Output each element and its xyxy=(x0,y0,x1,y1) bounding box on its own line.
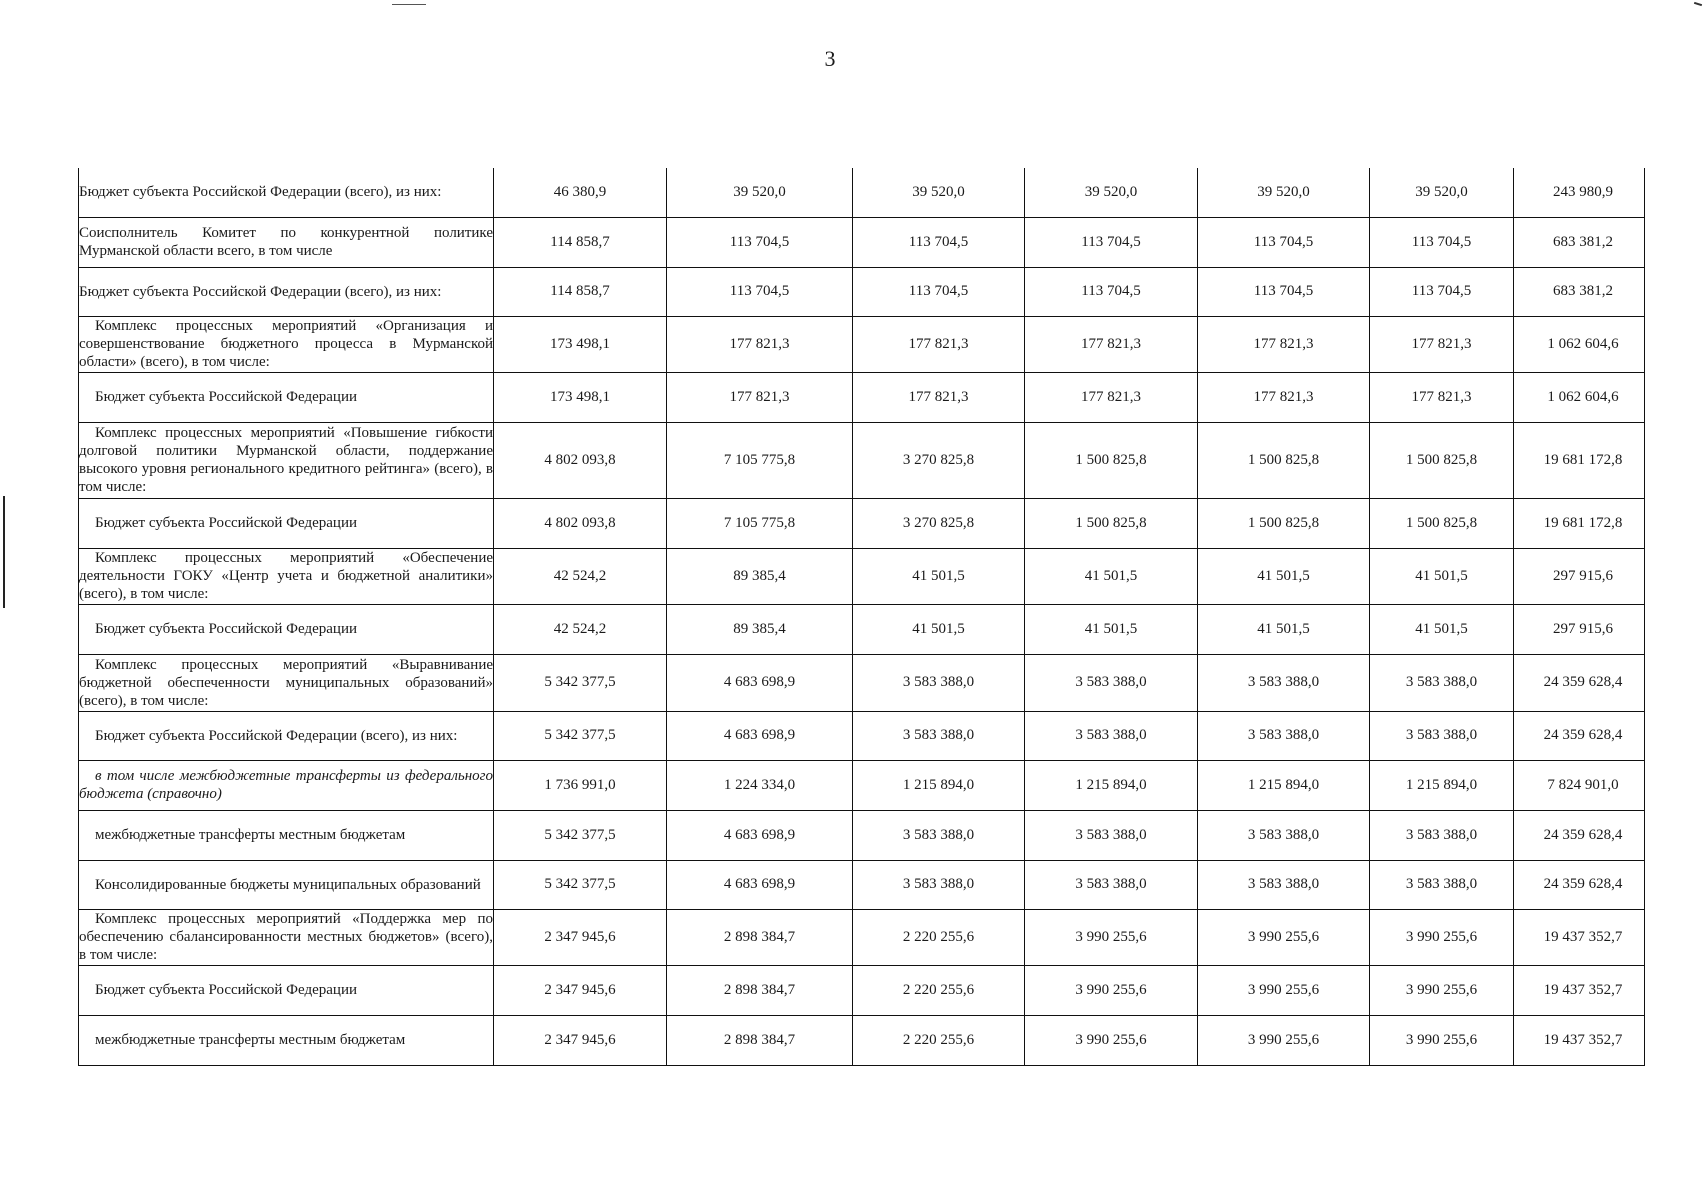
row-value-cell: 113 704,5 xyxy=(1198,267,1370,316)
row-value-cell: 177 821,3 xyxy=(853,372,1025,422)
budget-table xyxy=(78,168,1645,1066)
row-label: Бюджет субъекта Российской Федерации (всего), из них: xyxy=(79,168,494,217)
row-value-cell: 3 583 388,0 xyxy=(1025,810,1198,860)
row-value-cell: 4 683 698,9 xyxy=(667,810,853,860)
row-value-cell: 39 520,0 xyxy=(1025,168,1198,217)
row-value-cell: 173 498,1 xyxy=(494,316,667,372)
row-value-cell: 41 501,5 xyxy=(1198,604,1370,654)
table-row xyxy=(79,372,1645,422)
row-value-cell: 89 385,4 xyxy=(667,548,853,604)
row-value-cell: 113 704,5 xyxy=(667,267,853,316)
row-value-cell: 113 704,5 xyxy=(1025,267,1198,316)
row-value-cell: 3 990 255,6 xyxy=(1370,909,1514,965)
row-label: Консолидированные бюджеты муниципальных образований xyxy=(79,860,494,909)
row-label: Бюджет субъекта Российской Федерации (всего), из них: xyxy=(79,711,494,760)
row-value-cell: 2 220 255,6 xyxy=(853,909,1025,965)
row-label: Комплекс процессных мероприятий «Организация и совершенствование бюджетного процесса в Мурманской области» (всего), в том числе: xyxy=(79,318,493,370)
row-value-cell: 42 524,2 xyxy=(494,604,667,654)
row-value-cell: 41 501,5 xyxy=(1370,548,1514,604)
row-label: Комплекс процессных мероприятий «Выравнивание бюджетной обеспеченности муниципальных образований» (всего), в том числе: xyxy=(79,654,494,711)
row-value-cell: 113 704,5 xyxy=(853,267,1025,316)
row-value-cell: 3 583 388,0 xyxy=(1198,860,1370,909)
row-value-cell: 3 990 255,6 xyxy=(1370,1015,1514,1065)
row-total-cell: 7 824 901,0 xyxy=(1514,760,1645,810)
row-value-cell: 3 990 255,6 xyxy=(1025,1015,1198,1065)
row-value-cell: 7 105 775,8 xyxy=(667,422,853,498)
table-row xyxy=(79,909,1645,965)
row-total-cell: 1 062 604,6 xyxy=(1514,372,1645,422)
row-label: Комплекс процессных мероприятий «Повышение гибкости долговой политики Мурманской области, поддержание высокого уровня регионального кредитного рейтинга» (всего), в том числе: xyxy=(79,422,494,498)
row-total-cell: 24 359 628,4 xyxy=(1514,711,1645,760)
row-total-cell: 683 381,2 xyxy=(1514,267,1645,316)
table-row xyxy=(79,217,1645,267)
row-value-cell: 2 220 255,6 xyxy=(853,1015,1025,1065)
row-value-cell: 39 520,0 xyxy=(1370,168,1514,217)
row-value-cell: 114 858,7 xyxy=(494,267,667,316)
row-total-cell: 1 062 604,6 xyxy=(1514,316,1645,372)
row-value-cell: 1 215 894,0 xyxy=(853,760,1025,810)
row-label: Бюджет субъекта Российской Федерации xyxy=(79,498,494,548)
row-value-cell: 2 347 945,6 xyxy=(494,965,667,1015)
row-value-cell: 4 683 698,9 xyxy=(667,711,853,760)
row-value-cell: 41 501,5 xyxy=(853,604,1025,654)
row-value-cell: 1 224 334,0 xyxy=(667,760,853,810)
row-value-cell: 4 683 698,9 xyxy=(667,654,853,711)
row-value-cell: 5 342 377,5 xyxy=(494,860,667,909)
row-value-cell: 177 821,3 xyxy=(1370,372,1514,422)
row-value-cell: 2 347 945,6 xyxy=(494,909,667,965)
row-value-cell: 3 583 388,0 xyxy=(1198,711,1370,760)
row-value-cell: 46 380,9 xyxy=(494,168,667,217)
row-value-cell: 39 520,0 xyxy=(1198,168,1370,217)
row-value-cell: 3 990 255,6 xyxy=(1198,909,1370,965)
table-row xyxy=(79,810,1645,860)
row-value-cell: 173 498,1 xyxy=(494,372,667,422)
page-number: 3 xyxy=(824,46,836,71)
scan-artifact-right xyxy=(1694,2,1702,6)
row-value-cell: 2 347 945,6 xyxy=(494,1015,667,1065)
row-value-cell: 41 501,5 xyxy=(1025,548,1198,604)
row-value-cell: 113 704,5 xyxy=(1370,267,1514,316)
row-value-cell: 3 583 388,0 xyxy=(1370,810,1514,860)
row-value-cell: 1 500 825,8 xyxy=(1198,422,1370,498)
row-value-cell: 41 501,5 xyxy=(1025,604,1198,654)
row-value-cell: 3 583 388,0 xyxy=(853,711,1025,760)
table-row xyxy=(79,498,1645,548)
table-row xyxy=(79,168,1645,217)
row-value-cell: 177 821,3 xyxy=(667,316,853,372)
row-value-cell: 1 215 894,0 xyxy=(1025,760,1198,810)
table-row xyxy=(79,760,1645,810)
table-row xyxy=(79,1015,1645,1065)
row-value-cell: 113 704,5 xyxy=(1025,217,1198,267)
row-value-cell: 3 990 255,6 xyxy=(1198,1015,1370,1065)
row-value-cell: 7 105 775,8 xyxy=(667,498,853,548)
row-value-cell: 113 704,5 xyxy=(667,217,853,267)
row-total-cell: 243 980,9 xyxy=(1514,168,1645,217)
row-value-cell: 177 821,3 xyxy=(1198,316,1370,372)
row-value-cell: 89 385,4 xyxy=(667,604,853,654)
row-value-cell: 4 802 093,8 xyxy=(494,498,667,548)
row-value-cell: 42 524,2 xyxy=(494,548,667,604)
scan-artifact-left xyxy=(3,496,5,608)
row-value-cell: 39 520,0 xyxy=(667,168,853,217)
row-value-cell: 3 583 388,0 xyxy=(1025,860,1198,909)
row-value-cell: 113 704,5 xyxy=(1198,217,1370,267)
row-label: Бюджет субъекта Российской Федерации (всего), из них: xyxy=(79,267,494,316)
table-row xyxy=(79,422,1645,498)
row-value-cell: 2 220 255,6 xyxy=(853,965,1025,1015)
row-value-cell: 1 500 825,8 xyxy=(1370,422,1514,498)
row-value-cell: 1 500 825,8 xyxy=(1198,498,1370,548)
table-body xyxy=(79,168,1645,1065)
row-value-cell: 3 583 388,0 xyxy=(1025,711,1198,760)
table-row xyxy=(79,860,1645,909)
row-value-cell: 41 501,5 xyxy=(1370,604,1514,654)
row-value-cell: 3 583 388,0 xyxy=(1198,810,1370,860)
row-value-cell: 4 802 093,8 xyxy=(494,422,667,498)
row-value-cell: 4 683 698,9 xyxy=(667,860,853,909)
row-value-cell: 3 270 825,8 xyxy=(853,498,1025,548)
row-label: межбюджетные трансферты местным бюджетам xyxy=(79,810,494,860)
table-row xyxy=(79,548,1645,604)
row-value-cell: 2 898 384,7 xyxy=(667,909,853,965)
row-value-cell: 3 990 255,6 xyxy=(1370,965,1514,1015)
row-value-cell: 3 583 388,0 xyxy=(1198,654,1370,711)
row-total-cell: 297 915,6 xyxy=(1514,548,1645,604)
scan-artifact-top xyxy=(392,4,426,5)
row-total-cell: 24 359 628,4 xyxy=(1514,654,1645,711)
table-row xyxy=(79,965,1645,1015)
row-value-cell: 3 270 825,8 xyxy=(853,422,1025,498)
row-value-cell: 39 520,0 xyxy=(853,168,1025,217)
row-value-cell: 113 704,5 xyxy=(1370,217,1514,267)
row-value-cell: 1 500 825,8 xyxy=(1025,422,1198,498)
row-value-cell: 3 583 388,0 xyxy=(853,654,1025,711)
row-total-cell: 19 437 352,7 xyxy=(1514,965,1645,1015)
row-label: Комплекс процессных мероприятий «Поддержка мер по обеспечению сбалансированности местных бюджетов» (всего), в том числе: xyxy=(79,911,493,963)
row-value-cell: 177 821,3 xyxy=(667,372,853,422)
row-label: Бюджет субъекта Российской Федерации xyxy=(79,604,494,654)
row-value-cell: 3 583 388,0 xyxy=(1370,654,1514,711)
row-value-cell: 5 342 377,5 xyxy=(494,810,667,860)
row-total-cell: 683 381,2 xyxy=(1514,217,1645,267)
row-label: Комплекс процессных мероприятий «Обеспечение деятельности ГОКУ «Центр учета и бюджетной аналитики» (всего), в том числе: xyxy=(79,550,493,602)
row-total-cell: 297 915,6 xyxy=(1514,604,1645,654)
row-value-cell: 177 821,3 xyxy=(1370,316,1514,372)
row-value-cell: 3 990 255,6 xyxy=(1025,965,1198,1015)
row-value-cell: 177 821,3 xyxy=(1025,372,1198,422)
row-value-cell: 3 990 255,6 xyxy=(1198,965,1370,1015)
row-label: межбюджетные трансферты местным бюджетам xyxy=(79,1015,494,1065)
row-total-cell: 24 359 628,4 xyxy=(1514,860,1645,909)
row-value-cell: 177 821,3 xyxy=(853,316,1025,372)
row-value-cell: 3 583 388,0 xyxy=(853,810,1025,860)
row-value-cell: 3 583 388,0 xyxy=(1025,654,1198,711)
row-value-cell: 177 821,3 xyxy=(1198,372,1370,422)
row-value-cell: 1 215 894,0 xyxy=(1198,760,1370,810)
row-value-cell: 177 821,3 xyxy=(1025,316,1198,372)
row-label: Бюджет субъекта Российской Федерации xyxy=(79,372,494,422)
row-value-cell: 41 501,5 xyxy=(853,548,1025,604)
row-value-cell: 3 583 388,0 xyxy=(1370,860,1514,909)
row-value-cell: 41 501,5 xyxy=(1198,548,1370,604)
row-value-cell: 3 583 388,0 xyxy=(1370,711,1514,760)
row-value-cell: 1 215 894,0 xyxy=(1370,760,1514,810)
row-value-cell: 1 736 991,0 xyxy=(494,760,667,810)
row-total-cell: 19 681 172,8 xyxy=(1514,498,1645,548)
row-label: в том числе межбюджетные трансферты из федерального бюджета (справочно) xyxy=(79,760,494,810)
table-row xyxy=(79,316,1645,372)
row-value-cell: 1 500 825,8 xyxy=(1025,498,1198,548)
row-value-cell: 113 704,5 xyxy=(853,217,1025,267)
row-label: Соисполнитель Комитет по конкурентной политике Мурманской области всего, в том числе xyxy=(79,217,494,267)
table-row xyxy=(79,604,1645,654)
row-value-cell: 5 342 377,5 xyxy=(494,711,667,760)
row-total-cell: 19 437 352,7 xyxy=(1514,909,1645,965)
row-total-cell: 19 681 172,8 xyxy=(1514,422,1645,498)
row-value-cell: 3 990 255,6 xyxy=(1025,909,1198,965)
row-total-cell: 24 359 628,4 xyxy=(1514,810,1645,860)
row-label: Бюджет субъекта Российской Федерации xyxy=(79,965,494,1015)
table-row xyxy=(79,654,1645,711)
row-value-cell: 2 898 384,7 xyxy=(667,965,853,1015)
row-value-cell: 2 898 384,7 xyxy=(667,1015,853,1065)
table-row xyxy=(79,711,1645,760)
row-value-cell: 5 342 377,5 xyxy=(494,654,667,711)
row-value-cell: 1 500 825,8 xyxy=(1370,498,1514,548)
row-total-cell: 19 437 352,7 xyxy=(1514,1015,1645,1065)
row-value-cell: 3 583 388,0 xyxy=(853,860,1025,909)
table-row xyxy=(79,267,1645,316)
row-value-cell: 114 858,7 xyxy=(494,217,667,267)
